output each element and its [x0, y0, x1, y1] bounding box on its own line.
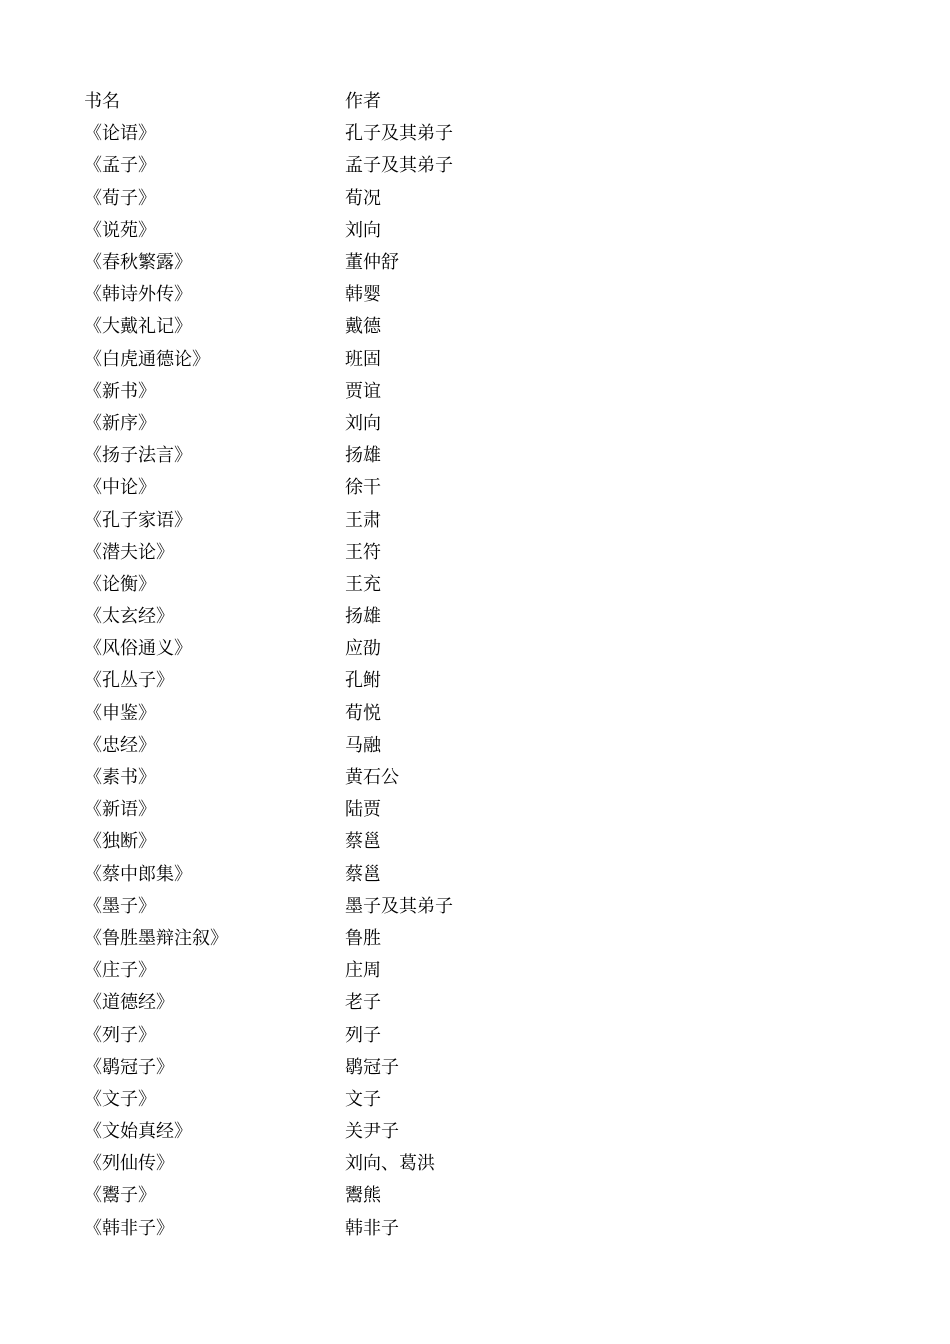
author-cell: 扬雄	[345, 606, 381, 628]
table-header-row	[84, 86, 604, 118]
table-row	[84, 376, 604, 408]
table-row	[84, 1084, 604, 1116]
author-cell: 班固	[345, 348, 381, 370]
author-cell: 老子	[345, 992, 381, 1014]
book-title-cell: 《列子》	[84, 1024, 156, 1046]
table-row	[84, 118, 604, 150]
table-row	[84, 472, 604, 504]
table-row	[84, 762, 604, 794]
author-cell: 荀悦	[345, 702, 381, 724]
table-row	[84, 923, 604, 955]
author-cell: 陆贾	[345, 799, 381, 821]
book-title-cell: 《鹖冠子》	[84, 1056, 174, 1078]
author-cell: 徐干	[345, 477, 381, 499]
book-title-cell: 《太玄经》	[84, 606, 174, 628]
table-row	[84, 859, 604, 891]
table-row	[84, 955, 604, 987]
table-row	[84, 247, 604, 279]
book-title-cell: 《新书》	[84, 380, 156, 402]
book-title-cell: 《鬻子》	[84, 1185, 156, 1207]
author-cell: 王符	[345, 541, 381, 563]
book-title-cell: 《中论》	[84, 477, 156, 499]
author-cell: 韩非子	[345, 1217, 399, 1239]
table-row	[84, 1148, 604, 1180]
author-cell: 鬻熊	[345, 1185, 381, 1207]
table-row	[84, 440, 604, 472]
book-title-cell: 《文子》	[84, 1088, 156, 1110]
book-title-cell: 《忠经》	[84, 734, 156, 756]
author-cell: 列子	[345, 1024, 381, 1046]
book-title-cell: 《孔子家语》	[84, 509, 192, 531]
table-row	[84, 1116, 604, 1148]
table-row	[84, 730, 604, 762]
table-row	[84, 504, 604, 536]
author-cell: 戴德	[345, 316, 381, 338]
author-cell: 庄周	[345, 960, 381, 982]
author-cell: 刘向	[345, 412, 381, 434]
book-title-cell: 《孔丛子》	[84, 670, 174, 692]
table-body	[84, 118, 604, 1245]
table-row	[84, 537, 604, 569]
table-row	[84, 891, 604, 923]
author-cell: 韩婴	[345, 284, 381, 306]
book-title-cell: 《墨子》	[84, 895, 156, 917]
author-cell: 文子	[345, 1088, 381, 1110]
author-cell: 孔子及其弟子	[345, 123, 453, 145]
table-row	[84, 698, 604, 730]
author-cell: 孔鲋	[345, 670, 381, 692]
table-row	[84, 279, 604, 311]
author-cell: 刘向	[345, 219, 381, 241]
table-row	[84, 665, 604, 697]
book-title-cell: 《独断》	[84, 831, 156, 853]
book-title-cell: 《新序》	[84, 412, 156, 434]
book-author-table	[84, 86, 604, 1245]
author-cell: 王充	[345, 573, 381, 595]
author-cell: 蔡邕	[345, 831, 381, 853]
table-row	[84, 826, 604, 858]
author-cell: 黄石公	[345, 767, 399, 789]
author-cell: 蔡邕	[345, 863, 381, 885]
author-cell: 王肃	[345, 509, 381, 531]
author-cell: 荀况	[345, 187, 381, 209]
table-row	[84, 150, 604, 182]
table-row	[84, 601, 604, 633]
book-title-cell: 《论语》	[84, 123, 156, 145]
table-row	[84, 344, 604, 376]
book-title-cell: 《荀子》	[84, 187, 156, 209]
book-title-cell: 《文始真经》	[84, 1121, 192, 1143]
book-title-cell: 《庄子》	[84, 960, 156, 982]
column-header-author: 作者	[345, 91, 381, 113]
book-title-cell: 《列仙传》	[84, 1153, 174, 1175]
book-title-cell: 《大戴礼记》	[84, 316, 192, 338]
table-row	[84, 1019, 604, 1051]
book-title-cell: 《鲁胜墨辩注叙》	[84, 927, 228, 949]
author-cell: 关尹子	[345, 1121, 399, 1143]
table-row	[84, 1213, 604, 1245]
author-cell: 墨子及其弟子	[345, 895, 453, 917]
book-title-cell: 《扬子法言》	[84, 445, 192, 467]
table-row	[84, 311, 604, 343]
column-header-title: 书名	[84, 91, 120, 113]
table-row	[84, 1052, 604, 1084]
author-cell: 董仲舒	[345, 252, 399, 274]
table-row	[84, 215, 604, 247]
author-cell: 孟子及其弟子	[345, 155, 453, 177]
author-cell: 扬雄	[345, 445, 381, 467]
author-cell: 鲁胜	[345, 927, 381, 949]
author-cell: 应劭	[345, 638, 381, 660]
book-title-cell: 《风俗通义》	[84, 638, 192, 660]
book-title-cell: 《蔡中郎集》	[84, 863, 192, 885]
book-title-cell: 《说苑》	[84, 219, 156, 241]
book-title-cell: 《道德经》	[84, 992, 174, 1014]
table-row	[84, 183, 604, 215]
book-title-cell: 《新语》	[84, 799, 156, 821]
book-title-cell: 《韩诗外传》	[84, 284, 192, 306]
book-title-cell: 《论衡》	[84, 573, 156, 595]
author-cell: 刘向、葛洪	[345, 1153, 435, 1175]
book-title-cell: 《白虎通德论》	[84, 348, 210, 370]
table-row	[84, 633, 604, 665]
book-title-cell: 《潜夫论》	[84, 541, 174, 563]
author-cell: 贾谊	[345, 380, 381, 402]
author-cell: 马融	[345, 734, 381, 756]
book-title-cell: 《春秋繁露》	[84, 252, 192, 274]
table-row	[84, 1180, 604, 1212]
table-row	[84, 569, 604, 601]
book-title-cell: 《韩非子》	[84, 1217, 174, 1239]
book-title-cell: 《孟子》	[84, 155, 156, 177]
book-title-cell: 《素书》	[84, 767, 156, 789]
table-row	[84, 794, 604, 826]
book-title-cell: 《申鉴》	[84, 702, 156, 724]
author-cell: 鹖冠子	[345, 1056, 399, 1078]
table-row	[84, 987, 604, 1019]
table-row	[84, 408, 604, 440]
